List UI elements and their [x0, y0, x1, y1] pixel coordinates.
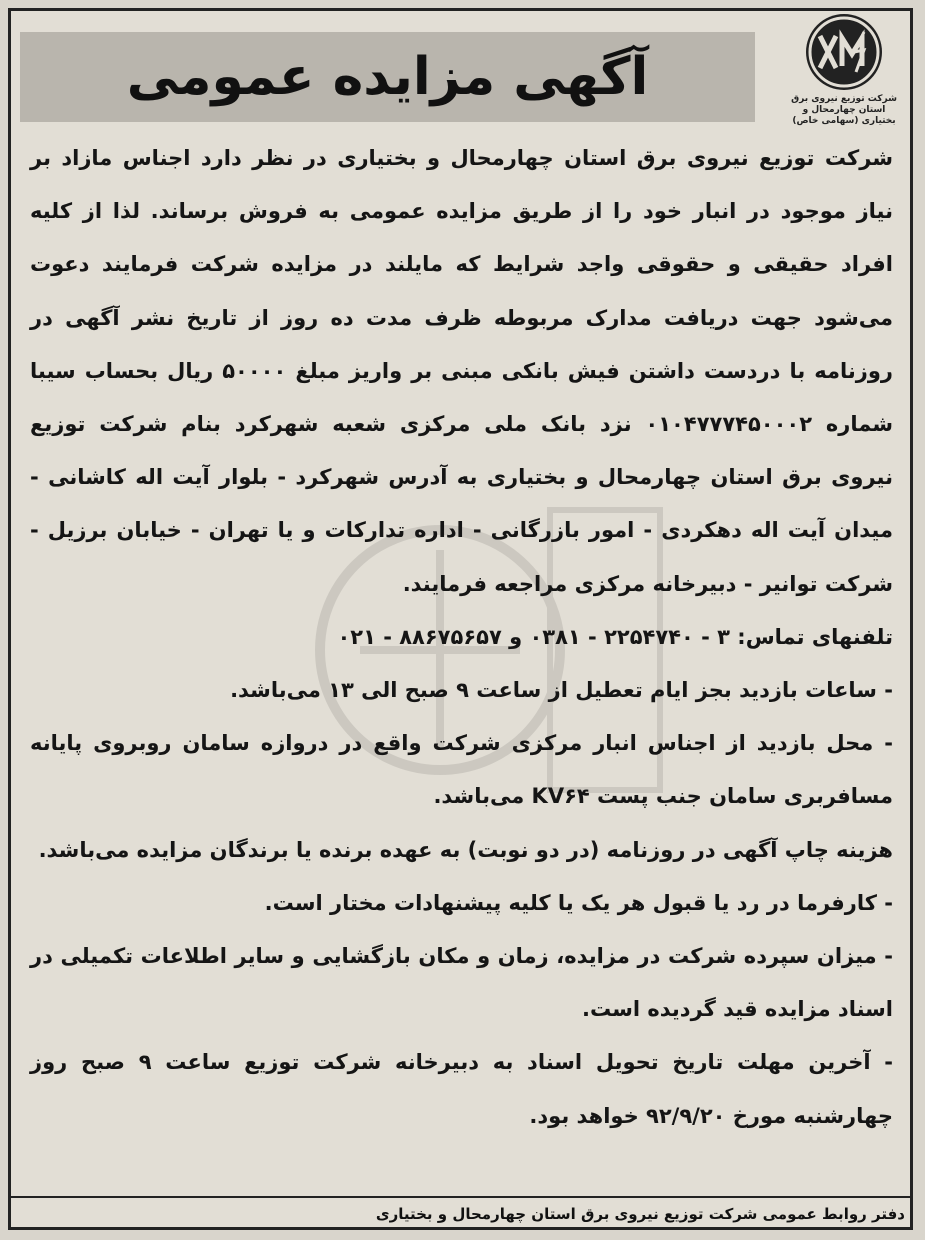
notice-paragraph-deposit: - میزان سپرده شرکت در مزایده، زمان و مکان بازگشایی و سایر اطلاعات تکمیلی در اسناد مزایده قید گردیده است.	[30, 944, 893, 1022]
notice-title: آگهی مزایده عمومی	[126, 47, 649, 107]
logo-caption: شرکت توزیع نیروی برق استان چهارمحال و بختیاری (سهامی خاص)	[791, 94, 897, 126]
notice-paragraph-location: - محل بازدید از اجناس انبار مرکزی شرکت واقع در دروازه سامان روبروی پایانه مسافربری سامان جنب پست KV۶۴ می‌باشد.	[30, 731, 893, 809]
notice-paragraph-intro: شرکت توزیع نیروی برق استان چهارمحال و بختیاری در نظر دارد اجناس مازاد بر نیاز موجود در انبار خود را از طریق مزایده عمومی به فروش برساند. لذا از کلیه افراد حقیقی و حقوقی واجد شرایط که مایلند در مزایده شرکت فرمایند دعوت می‌شود جهت دریافت مدارک مربوطه ظرف مدت ده روز از تاریخ نشر آگهی در روزنامه با دردست داشتن فیش بانکی مبنی بر واریز مبلغ ۵۰۰۰۰ ریال بحساب سیبا شماره ۰۱۰۴۷۷۷۴۵۰۰۰۲ نزد بانک ملی مرکزی شعبه شهرکرد بنام شرکت توزیع نیروی برق استان چهارمحال و بختیاری به آدرس شهرکرد - بلوار آیت اله کاشانی - میدان آیت اله دهکردی - امور بازرگانی - اداره تدارکات و یا تهران - خیابان برزیل - شرکت توانیر - دبیرخانه مرکزی مراجعه فرمایند.	[30, 146, 893, 596]
notice-body	[30, 132, 893, 1143]
notice-paragraph-employer: - کارفرما در رد یا قبول هر یک یا کلیه پیشنهادات مختار است.	[264, 890, 893, 915]
power-company-logo-icon	[806, 14, 882, 90]
notice-paragraph-deadline: - آخرین مهلت تاریخ تحویل اسناد به دبیرخانه شرکت توزیع ساعت ۹ صبح روز چهارشنبه مورخ ۹۲/۹/۲۰ خواهد بود.	[30, 1050, 894, 1128]
company-logo	[785, 14, 903, 126]
notice-paragraph-cost: هزینه چاپ آگهی در روزنامه (در دو نوبت) به عهده برنده یا برندگان مزایده می‌باشد.	[38, 837, 893, 862]
notice-footer: دفتر روابط عمومی شرکت توزیع نیروی برق استان چهارمحال و بختیاری	[375, 1205, 905, 1223]
footer-divider	[8, 1196, 913, 1198]
notice-paragraph-hours: - ساعات بازدید بجز ایام تعطیل از ساعت ۹ صبح الی ۱۳ می‌باشد.	[230, 678, 893, 703]
notice-paragraph-phones: تلفنهای تماس: ۳ - ۲۲۵۴۷۴۰ - ۰۳۸۱ و ۸۸۶۷۵۶۵۷ - ۰۲۱	[337, 624, 893, 649]
